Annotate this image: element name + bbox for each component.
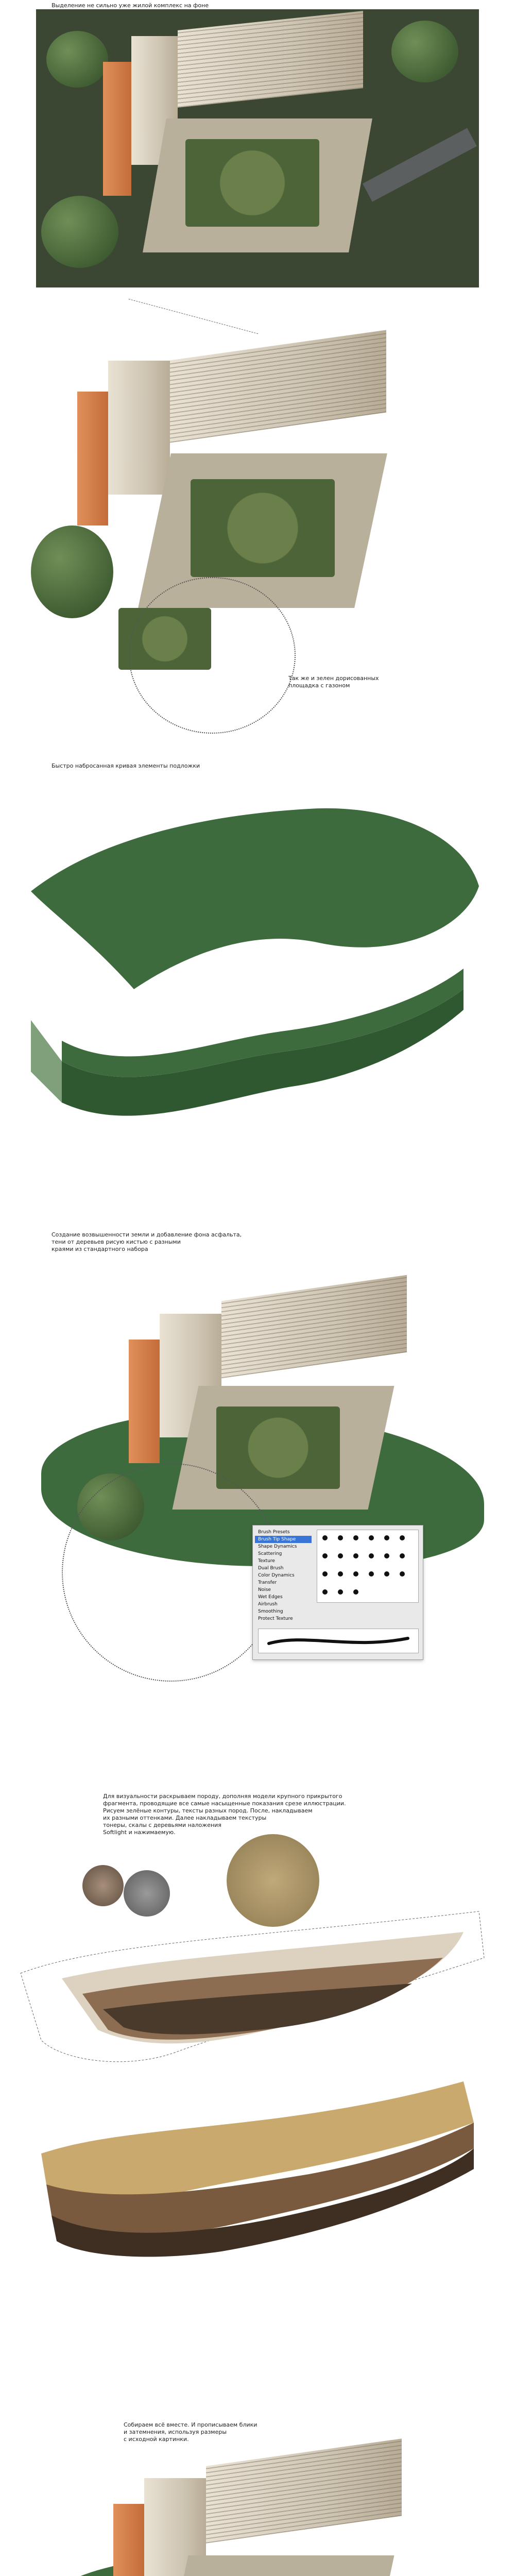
caption-6: Собираем всё вместе. И прописываем блики и затемнения, используя размеры с исходной картинки.: [124, 2421, 258, 2443]
building-windows: [221, 1275, 407, 1379]
connector-line: [129, 299, 258, 334]
brush-option-item[interactable]: Protect Texture: [258, 1616, 293, 1621]
soil-layers: [0, 1834, 515, 2349]
terrain-top-shape: [31, 808, 479, 989]
building-windows: [206, 2438, 402, 2543]
brush-tip[interactable]: [322, 1535, 328, 1540]
courtyard: [162, 2555, 394, 2576]
brush-tip[interactable]: [338, 1571, 343, 1577]
brush-tip[interactable]: [353, 1553, 358, 1558]
terrain-shapes: [0, 773, 515, 1164]
caption-1: Выделение не сильно уже жилой комплекс на фоне: [52, 2, 209, 9]
caption-5: Для визуальности раскрываем породу, дополняя модели крупного прикрытого фрагмента, проводящие все самые насыщенные показания срезе иллюстрации. Рисуем зелёные контуры, тексты разных пород. После, накладываем их разными оттенками. Далее накладываем текстуры тонеры, скалы с деревьями наложения Softlight и нажимаемую.: [103, 1793, 346, 1836]
brush-option-item[interactable]: Texture: [258, 1558, 275, 1564]
isolated-complex: [0, 289, 515, 742]
building: [108, 361, 170, 495]
brush-option-item[interactable]: Color Dynamics: [258, 1573, 295, 1578]
complex-on-terrain: [0, 1257, 515, 1721]
caption-4: Создание возвышенности земли и добавление фона асфальта, тени от деревьев рисую кистью с разными краями из стандартного набора: [52, 1231, 242, 1252]
brush-tip[interactable]: [322, 1589, 328, 1595]
brush-tip[interactable]: [384, 1571, 389, 1577]
brush-tip[interactable]: [353, 1571, 358, 1577]
brush-tip[interactable]: [338, 1589, 343, 1595]
brush-tip[interactable]: [369, 1571, 374, 1577]
brush-option-item[interactable]: Transfer: [258, 1580, 277, 1585]
brush-tip[interactable]: [400, 1553, 405, 1558]
brush-tip[interactable]: [353, 1589, 358, 1595]
soil-fill-top: [41, 2081, 474, 2199]
building-windows: [170, 330, 386, 443]
terrain-svg: [0, 773, 515, 1164]
assembled-scene: [0, 2442, 515, 2576]
brush-tip[interactable]: [384, 1535, 389, 1540]
building: [129, 1340, 160, 1463]
garden: [185, 139, 319, 227]
brush-tip[interactable]: [338, 1553, 343, 1558]
texture-sample-gravel: [82, 1865, 124, 1906]
callout-circle: [62, 1463, 280, 1682]
brush-options-list: [255, 1529, 312, 1622]
brush-tip[interactable]: [322, 1571, 328, 1577]
brush-tip[interactable]: [322, 1553, 328, 1558]
brush-tip[interactable]: [353, 1535, 358, 1540]
building: [77, 392, 108, 526]
stroke-preview-svg: [259, 1629, 418, 1653]
brush-option-item[interactable]: Scattering: [258, 1551, 282, 1556]
brush-tip[interactable]: [369, 1535, 374, 1540]
brush-stroke-preview: [258, 1629, 419, 1653]
brush-option-item[interactable]: Dual Brush: [258, 1566, 284, 1571]
texture-sample-stone: [124, 1870, 170, 1917]
tree-cluster: [391, 21, 458, 82]
brush-tip-grid[interactable]: [317, 1530, 419, 1603]
brush-option-item[interactable]: Brush Tip Shape: [255, 1536, 312, 1543]
building: [113, 2504, 144, 2576]
brush-tip[interactable]: [369, 1553, 374, 1558]
brush-option-item[interactable]: Brush Presets: [258, 1530, 290, 1535]
tree-cluster: [46, 31, 108, 88]
caption-2: Так же и зелен дорисованных площадка с газоном: [288, 675, 379, 689]
brush-tip[interactable]: [400, 1535, 405, 1540]
brush-tip[interactable]: [338, 1535, 343, 1540]
building: [103, 62, 131, 196]
tree-cluster: [31, 526, 113, 618]
caption-3: Быстро набросанная кривая элементы подложки: [52, 762, 200, 769]
terrain-side-face: [31, 1020, 62, 1103]
tree-cluster: [41, 196, 118, 268]
brush-option-item[interactable]: Airbrush: [258, 1602, 278, 1607]
brush-option-item[interactable]: Shape Dynamics: [258, 1544, 297, 1549]
garden: [191, 479, 335, 577]
callout-circle: [129, 577, 296, 734]
brush-tip[interactable]: [384, 1553, 389, 1558]
brush-option-item[interactable]: Noise: [258, 1587, 271, 1592]
stroke-preview-path: [269, 1638, 408, 1643]
brush-option-item[interactable]: Wet Edges: [258, 1595, 283, 1600]
brush-settings-dialog[interactable]: [252, 1525, 423, 1660]
brush-option-item[interactable]: Smoothing: [258, 1609, 283, 1614]
aerial-photo-1: [0, 0, 515, 294]
brush-tip[interactable]: [400, 1571, 405, 1577]
garden: [216, 1406, 340, 1489]
texture-sample-sand: [227, 1834, 319, 1927]
